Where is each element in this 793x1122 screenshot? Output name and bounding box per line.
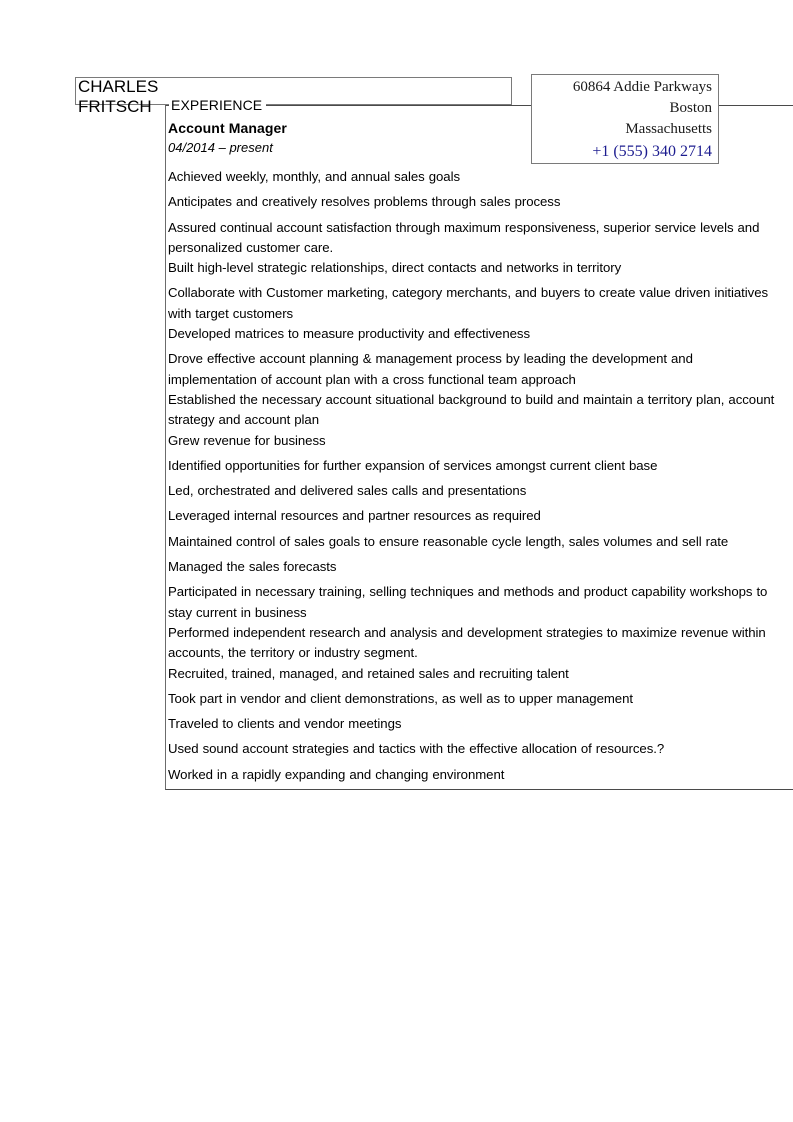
experience-bullet: Led, orchestrated and delivered sales calls and presentations: [168, 483, 527, 499]
experience-bullet: Drove effective account planning & management process by leading the development and implementation of account plan with a cross functional team approach: [168, 351, 693, 387]
job-title: Account Manager: [168, 120, 287, 136]
experience-bullet: Worked in a rapidly expanding and changing environment: [168, 766, 505, 782]
experience-content: [168, 119, 782, 790]
experience-bullet: Used sound account strategies and tactics with the effective allocation of resources.?: [168, 741, 665, 757]
contact-info-box: [531, 74, 719, 164]
contact-city: Boston: [669, 100, 712, 116]
job-dates: 04/2014 – present: [168, 140, 273, 155]
experience-bullet: Maintained control of sales goals to ensure reasonable cycle length, sales volumes and sell rate: [168, 533, 729, 549]
experience-bullet: Collaborate with Customer marketing, category merchants, and buyers to create value driven initiatives with target customers: [168, 285, 769, 321]
experience-bullet: Built high-level strategic relationships, direct contacts and networks in territory: [168, 260, 622, 276]
experience-bullet: Developed matrices to measure productivity and effectiveness: [168, 326, 530, 342]
experience-bullet: Performed independent research and analysis and development strategies to maximize revenue within accounts, the territory or industry segment.: [168, 624, 766, 661]
experience-bullet-list: [168, 167, 782, 785]
contact-phone: +1 (555) 340 2714: [592, 143, 712, 160]
experience-bullet: Leveraged internal resources and partner resources as required: [168, 508, 541, 524]
experience-bullet: Anticipates and creatively resolves problems through sales process: [168, 194, 561, 210]
candidate-last-name: FRITSCH: [78, 97, 152, 116]
experience-bullet: Achieved weekly, monthly, and annual sales goals: [168, 169, 461, 184]
experience-bullet: Identified opportunities for further expansion of services amongst current client base: [168, 457, 658, 473]
experience-bullet: Traveled to clients and vendor meetings: [168, 716, 402, 732]
contact-street: 60864 Addie Parkways: [572, 79, 712, 95]
experience-bullet: Established the necessary account situational background to build and maintain a territory plan, account strategy and account plan: [168, 391, 775, 428]
experience-bullet: Participated in necessary training, selling techniques and methods and product capability workshops to stay current in business: [168, 584, 768, 620]
contact-state: Massachusetts: [625, 121, 712, 137]
experience-bullet: Assured continual account satisfaction through maximum responsiveness, superior service levels and personalized customer care.: [168, 219, 760, 255]
name-box: [75, 77, 512, 116]
experience-section-label: EXPERIENCE: [169, 97, 266, 114]
experience-bullet: Grew revenue for business: [168, 432, 326, 448]
experience-bullet: Managed the sales forecasts: [168, 559, 337, 575]
experience-bullet: Took part in vendor and client demonstrations, as well as to upper management: [168, 690, 633, 706]
candidate-first-name: CHARLES: [78, 77, 159, 96]
experience-bullet: Recruited, trained, managed, and retained sales and recruiting talent: [168, 665, 569, 681]
